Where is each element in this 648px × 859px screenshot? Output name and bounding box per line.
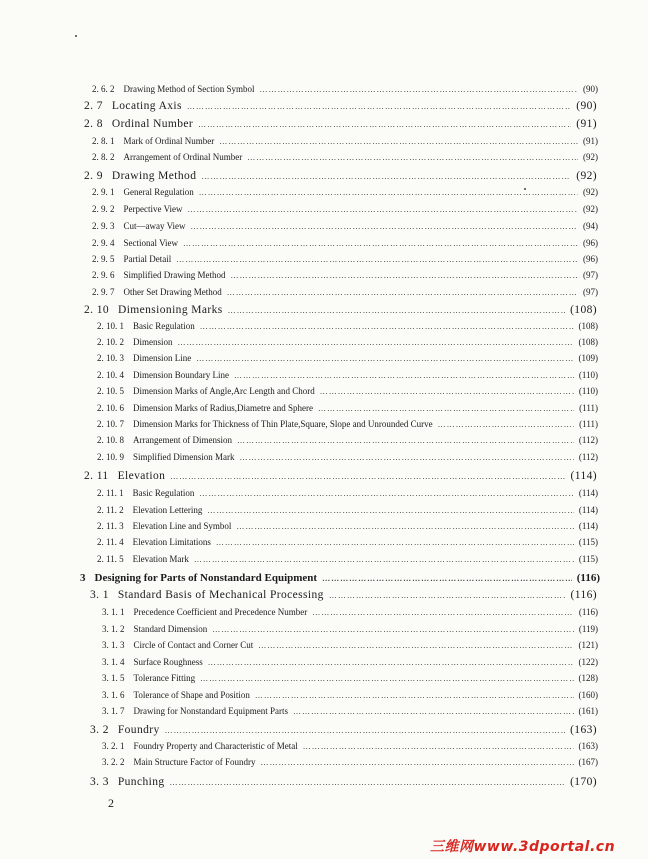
dot-leader xyxy=(258,641,573,650)
toc-entry xyxy=(84,304,597,316)
entry-title: Foundry Property and Characteristic of Metal xyxy=(133,741,298,751)
entry-title: Tolerance Fitting xyxy=(133,673,196,683)
entry-page: (90) xyxy=(576,100,597,112)
entry-title: Standard Basis of Mechanical Processing xyxy=(117,589,324,601)
entry-title: Basic Regulation xyxy=(133,321,195,331)
entry-number: 3. 3 xyxy=(90,776,109,788)
dot-leader xyxy=(322,574,572,583)
entry-title: General Regulation xyxy=(123,187,194,197)
scan-speck xyxy=(524,188,526,190)
entry-page: (114) xyxy=(578,521,598,531)
entry-title: Sectional View xyxy=(123,238,179,248)
entry-page: (160) xyxy=(578,690,598,700)
toc-entry xyxy=(97,386,598,396)
entry-title: Perpective View xyxy=(123,204,183,214)
toc-entry xyxy=(97,419,598,429)
dot-leader xyxy=(318,404,574,413)
entry-page: (112) xyxy=(578,452,598,462)
entry-page: (121) xyxy=(578,640,598,650)
entry-number: 3. 1. 5 xyxy=(102,673,125,683)
entry-title: Dimensioning Marks xyxy=(118,304,223,316)
toc-entry xyxy=(97,403,598,413)
dot-leader xyxy=(234,371,574,380)
dot-leader xyxy=(183,239,578,248)
entry-page: (111) xyxy=(579,403,598,413)
entry-title: Foundry xyxy=(117,724,160,736)
entry-page: (116) xyxy=(578,607,598,617)
entry-page: (92) xyxy=(583,152,598,162)
dot-leader xyxy=(198,120,571,129)
toc-entry xyxy=(92,287,598,297)
entry-title: Elevation Mark xyxy=(132,554,189,564)
entry-page: (115) xyxy=(578,554,598,564)
entry-number: 2. 10. 3 xyxy=(97,353,124,363)
entry-title: Circle of Contact and Corner Cut xyxy=(133,640,254,650)
entry-number: 2. 10. 6 xyxy=(97,403,124,413)
dot-leader xyxy=(320,387,574,396)
entry-page: (167) xyxy=(578,757,598,767)
entry-number: 3. 1. 3 xyxy=(102,640,125,650)
dot-leader xyxy=(236,522,573,531)
dot-leader xyxy=(208,658,574,667)
entry-page: (114) xyxy=(570,470,597,482)
dot-leader xyxy=(312,608,574,617)
dot-leader xyxy=(212,625,574,634)
dot-leader xyxy=(260,758,573,767)
dot-leader xyxy=(178,338,574,347)
toc-entry xyxy=(84,118,597,130)
entry-page: (116) xyxy=(576,572,600,584)
entry-page: (94) xyxy=(583,221,598,231)
entry-title: Simplified Dimension Mark xyxy=(133,452,235,462)
dot-leader xyxy=(194,555,574,564)
entry-title: Cut—away View xyxy=(123,221,186,231)
entry-number: 2. 9 xyxy=(84,170,103,182)
entry-number: 2. 9. 2 xyxy=(92,204,115,214)
entry-number: 3. 1 xyxy=(90,589,109,601)
entry-page: (96) xyxy=(583,238,598,248)
dot-leader xyxy=(196,354,573,363)
entry-number: 2. 9. 4 xyxy=(92,238,115,248)
entry-title: Tolerance of Shape and Position xyxy=(133,690,250,700)
entry-title: Standard Dimension xyxy=(133,624,208,634)
entry-title: Elevation Line and Symbol xyxy=(132,521,232,531)
toc-entry xyxy=(97,537,598,547)
entry-title: Arrangement of Ordinal Number xyxy=(123,152,243,162)
dot-leader xyxy=(199,188,578,197)
entry-page: (90) xyxy=(583,84,598,94)
entry-title: Dimension Boundary Line xyxy=(133,370,229,380)
entry-title: Elevation Lettering xyxy=(132,505,203,515)
toc-entry xyxy=(90,776,597,788)
dot-leader xyxy=(207,506,573,515)
entry-page: (92) xyxy=(583,187,598,197)
toc-entry xyxy=(102,607,598,617)
toc-entry xyxy=(102,640,598,650)
dot-leader xyxy=(176,255,578,264)
toc-entry xyxy=(84,170,597,182)
entry-page: (163) xyxy=(570,724,597,736)
entry-number: 2. 6. 2 xyxy=(92,84,115,94)
entry-title: Precedence Coefficient and Precedence Number xyxy=(133,607,308,617)
entry-title: Arrangement of Dimension xyxy=(133,435,232,445)
entry-page: (110) xyxy=(578,386,598,396)
entry-number: 2. 8. 1 xyxy=(92,136,115,146)
entry-title: Dimension Marks of Angle,Arc Length and Chord xyxy=(133,386,315,396)
dot-leader xyxy=(303,742,574,751)
toc-entry xyxy=(97,521,598,531)
toc-entry xyxy=(102,657,598,667)
entry-number: 2. 9. 3 xyxy=(92,221,115,231)
dot-leader xyxy=(237,436,574,445)
toc-entry xyxy=(97,505,598,515)
entry-page: (128) xyxy=(578,673,598,683)
entry-page: (170) xyxy=(570,776,597,788)
toc-entry xyxy=(84,100,597,112)
entry-title: Drawing Method of Section Symbol xyxy=(123,84,255,94)
toc-entry xyxy=(97,435,598,445)
toc-entry xyxy=(90,589,597,601)
dot-leader xyxy=(255,691,574,700)
entry-title: Partial Detail xyxy=(123,254,172,264)
entry-page: (163) xyxy=(578,741,598,751)
dot-leader xyxy=(188,205,578,214)
dot-leader xyxy=(228,306,565,315)
entry-page: (109) xyxy=(578,353,598,363)
entry-title: Drawing for Nonstandard Equipment Parts xyxy=(133,706,288,716)
toc-entry xyxy=(92,270,598,280)
dot-leader xyxy=(170,778,566,787)
toc-entry xyxy=(92,204,598,214)
entry-page: (161) xyxy=(578,706,598,716)
toc-entry xyxy=(97,370,598,380)
entry-number: 2. 11. 2 xyxy=(97,505,124,515)
entry-title: Dimension xyxy=(133,337,173,347)
watermark: 三维网www.3dportal.cn xyxy=(430,839,616,855)
entry-number: 3. 2. 1 xyxy=(102,741,125,751)
entry-page: (115) xyxy=(578,537,598,547)
entry-title: Drawing Method xyxy=(111,170,197,182)
entry-number: 2. 11. 1 xyxy=(97,488,124,498)
entry-number: 3. 1. 1 xyxy=(102,607,125,617)
entry-title: Mark of Ordinal Number xyxy=(123,136,215,146)
entry-number: 2. 9. 1 xyxy=(92,187,115,197)
toc-entry xyxy=(92,187,598,197)
toc-entry xyxy=(102,757,598,767)
toc-entry xyxy=(92,152,598,162)
entry-page: (91) xyxy=(576,118,597,130)
entry-number: 2. 10. 7 xyxy=(97,419,124,429)
entry-title: Designing for Parts of Nonstandard Equipment xyxy=(94,572,318,584)
entry-title: Punching xyxy=(117,776,165,788)
entry-page: (91) xyxy=(583,136,598,146)
entry-page: (122) xyxy=(578,657,598,667)
toc-entry xyxy=(90,724,597,736)
entry-page: (110) xyxy=(578,370,598,380)
toc-entry xyxy=(102,690,598,700)
page-number: 2 xyxy=(108,796,114,810)
toc-entry xyxy=(92,221,598,231)
entry-page: (112) xyxy=(578,435,598,445)
dot-leader xyxy=(200,322,574,331)
dot-leader xyxy=(216,538,574,547)
toc-entry xyxy=(92,84,598,94)
entry-number: 2. 9. 5 xyxy=(92,254,115,264)
entry-page: (111) xyxy=(579,419,598,429)
toc-entry xyxy=(97,321,598,331)
dot-leader xyxy=(165,726,565,735)
entry-page: (108) xyxy=(578,337,598,347)
dot-leader xyxy=(187,102,571,111)
entry-number: 2. 11 xyxy=(84,470,109,482)
entry-number: 2. 11. 5 xyxy=(97,554,124,564)
toc-entry xyxy=(84,470,597,482)
entry-number: 3. 2 xyxy=(90,724,109,736)
toc-entry xyxy=(97,337,598,347)
dot-leader xyxy=(199,489,573,498)
dot-leader xyxy=(219,137,578,146)
dot-leader xyxy=(227,288,578,297)
toc-entry xyxy=(92,136,598,146)
toc-entry xyxy=(102,706,598,716)
entry-number: 3. 2. 2 xyxy=(102,757,125,767)
dot-leader xyxy=(191,222,578,231)
dot-leader xyxy=(293,707,574,716)
entry-page: (96) xyxy=(583,254,598,264)
entry-page: (116) xyxy=(570,589,597,601)
toc-entry xyxy=(97,353,598,363)
entry-number: 3 xyxy=(80,572,86,584)
toc-entry xyxy=(102,624,598,634)
dot-leader xyxy=(200,674,573,683)
entry-title: Ordinal Number xyxy=(111,118,194,130)
entry-title: Simplified Drawing Method xyxy=(123,270,226,280)
entry-title: Dimension Marks of Radius,Diametre and Sphere xyxy=(133,403,313,413)
toc-entry xyxy=(97,554,598,564)
entry-page: (114) xyxy=(578,505,598,515)
toc-entry xyxy=(102,741,598,751)
entry-number: 2. 10. 1 xyxy=(97,321,124,331)
entry-page: (92) xyxy=(583,204,598,214)
entry-number: 3. 1. 7 xyxy=(102,706,125,716)
entry-page: (108) xyxy=(570,304,597,316)
toc-entry xyxy=(102,673,598,683)
entry-number: 2. 7 xyxy=(84,100,103,112)
toc-entry xyxy=(97,452,598,462)
entry-title: Surface Roughness xyxy=(133,657,203,667)
entry-number: 3. 1. 2 xyxy=(102,624,125,634)
entry-number: 2. 11. 4 xyxy=(97,537,124,547)
dot-leader xyxy=(240,453,574,462)
entry-number: 2. 8. 2 xyxy=(92,152,115,162)
entry-page: (119) xyxy=(578,624,598,634)
entry-number: 3. 1. 4 xyxy=(102,657,125,667)
dot-leader xyxy=(329,591,566,600)
entry-title: Elevation xyxy=(117,470,166,482)
dot-leader xyxy=(438,420,575,429)
entry-title: Main Structure Factor of Foundry xyxy=(133,757,256,767)
entry-page: (97) xyxy=(583,270,598,280)
entry-number: 2. 11. 3 xyxy=(97,521,124,531)
toc-entry xyxy=(92,238,598,248)
entry-number: 2. 10 xyxy=(84,304,109,316)
entry-title: Other Set Drawing Method xyxy=(123,287,222,297)
entry-number: 2. 10. 4 xyxy=(97,370,124,380)
entry-number: 2. 10. 9 xyxy=(97,452,124,462)
entry-title: Dimension Line xyxy=(133,353,192,363)
entry-title: Locating Axis xyxy=(111,100,182,112)
dot-leader xyxy=(260,85,579,94)
dot-leader xyxy=(170,472,565,481)
dot-leader xyxy=(201,172,571,181)
entry-number: 2. 10. 8 xyxy=(97,435,124,445)
entry-number: 2. 8 xyxy=(84,118,103,130)
dot-leader xyxy=(247,153,578,162)
entry-title: Dimension Marks for Thickness of Thin Plate,Square, Slope and Unrounded Curve xyxy=(133,419,433,429)
entry-number: 2. 10. 2 xyxy=(97,337,124,347)
entry-number: 2. 10. 5 xyxy=(97,386,124,396)
entry-number: 3. 1. 6 xyxy=(102,690,125,700)
toc-entry xyxy=(80,572,600,584)
entry-title: Basic Regulation xyxy=(132,488,195,498)
toc-entry xyxy=(97,488,598,498)
entry-page: (92) xyxy=(576,170,597,182)
entry-page: (97) xyxy=(583,287,598,297)
entry-page: (114) xyxy=(578,488,598,498)
scan-speck xyxy=(75,35,77,37)
entry-number: 2. 9. 6 xyxy=(92,270,115,280)
dot-leader xyxy=(231,271,579,280)
toc-entry xyxy=(92,254,598,264)
entry-title: Elevation Limitations xyxy=(132,537,211,547)
entry-number: 2. 9. 7 xyxy=(92,287,115,297)
entry-page: (108) xyxy=(578,321,598,331)
